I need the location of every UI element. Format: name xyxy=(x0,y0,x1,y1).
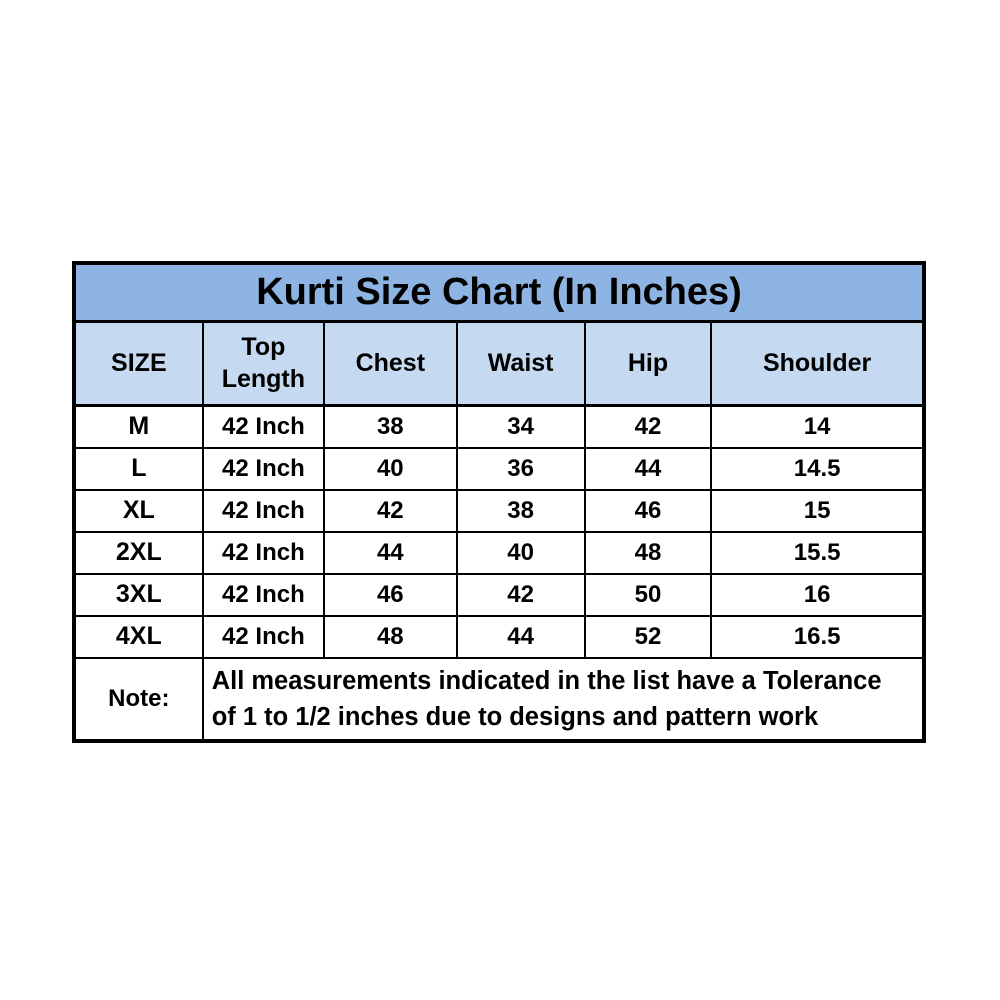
shoulder-value: 14.5 xyxy=(711,448,923,490)
shoulder-value: 14 xyxy=(711,406,923,448)
column-header-hip: Hip xyxy=(585,322,712,406)
table-row-m xyxy=(75,406,924,448)
hip-value: 44 xyxy=(585,448,712,490)
size-label: 4XL xyxy=(75,616,203,658)
column-header-size: SIZE xyxy=(75,322,203,406)
size-label: L xyxy=(75,448,203,490)
table-row-3xl xyxy=(75,574,924,616)
waist-value: 42 xyxy=(457,574,585,616)
shoulder-value: 16.5 xyxy=(711,616,923,658)
top-length-value: 42 Inch xyxy=(203,490,324,532)
hip-value: 46 xyxy=(585,490,712,532)
size-label: XL xyxy=(75,490,203,532)
shoulder-value: 15.5 xyxy=(711,532,923,574)
chest-value: 40 xyxy=(324,448,456,490)
column-header-chest: Chest xyxy=(324,322,456,406)
waist-value: 38 xyxy=(457,490,585,532)
waist-value: 40 xyxy=(457,532,585,574)
column-header-top-length: Top Length xyxy=(203,322,324,406)
note-label: Note: xyxy=(75,658,203,741)
top-length-value: 42 Inch xyxy=(203,406,324,448)
table-row-2xl xyxy=(75,532,924,574)
size-label: 3XL xyxy=(75,574,203,616)
table-title-row xyxy=(75,264,924,322)
table-title: Kurti Size Chart (In Inches) xyxy=(75,264,924,322)
size-chart-table xyxy=(73,262,925,742)
hip-value: 52 xyxy=(585,616,712,658)
hip-value: 48 xyxy=(585,532,712,574)
chest-value: 38 xyxy=(324,406,456,448)
top-length-value: 42 Inch xyxy=(203,532,324,574)
top-length-value: 42 Inch xyxy=(203,574,324,616)
waist-value: 44 xyxy=(457,616,585,658)
table-row-4xl xyxy=(75,616,924,658)
table-note-row xyxy=(75,658,924,741)
table-header-row xyxy=(75,322,924,406)
note-text: All measurements indicated in the list have a Tolerance of 1 to 1/2 inches due to designs and pattern work xyxy=(203,658,924,741)
size-label: 2XL xyxy=(75,532,203,574)
chest-value: 42 xyxy=(324,490,456,532)
top-length-value: 42 Inch xyxy=(203,616,324,658)
size-label: M xyxy=(75,406,203,448)
top-length-value: 42 Inch xyxy=(203,448,324,490)
waist-value: 36 xyxy=(457,448,585,490)
chest-value: 44 xyxy=(324,532,456,574)
chest-value: 46 xyxy=(324,574,456,616)
shoulder-value: 16 xyxy=(711,574,923,616)
table-row-xl xyxy=(75,490,924,532)
table-row-l xyxy=(75,448,924,490)
shoulder-value: 15 xyxy=(711,490,923,532)
hip-value: 42 xyxy=(585,406,712,448)
chest-value: 48 xyxy=(324,616,456,658)
column-header-waist: Waist xyxy=(457,322,585,406)
column-header-shoulder: Shoulder xyxy=(711,322,923,406)
waist-value: 34 xyxy=(457,406,585,448)
hip-value: 50 xyxy=(585,574,712,616)
